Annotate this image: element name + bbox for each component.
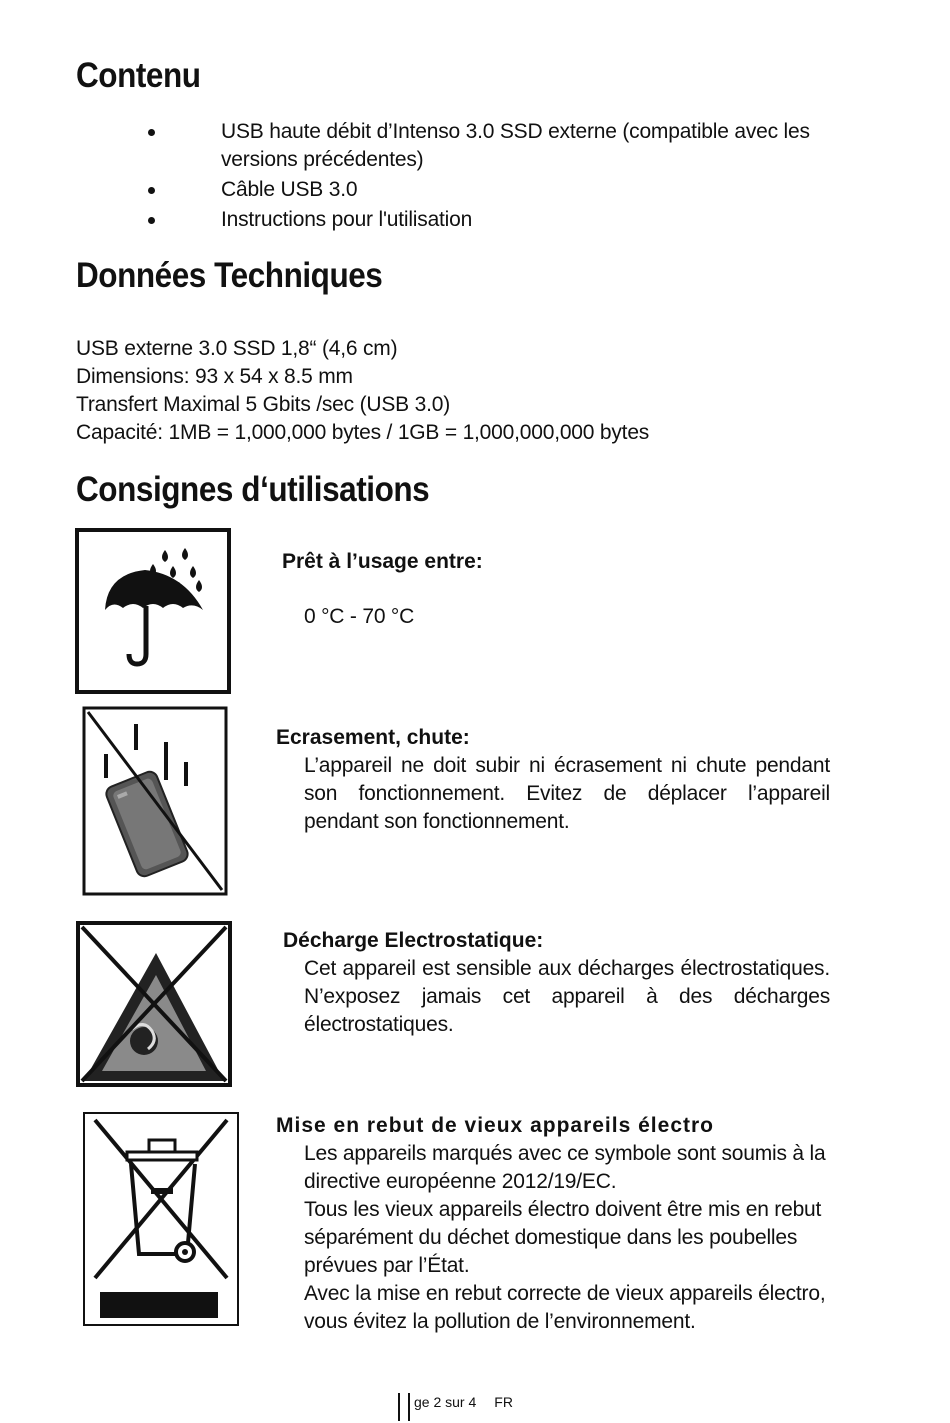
paragraph: Les appareils marqués avec ce symbole sont soumis à la directive européenne 2012/19/EC. <box>304 1142 826 1193</box>
heading-donnees-techniques: Données Techniques <box>76 256 383 295</box>
bullet-icon <box>148 217 155 224</box>
heading-contenu: Contenu <box>76 56 201 95</box>
spec-line: Transfert Maximal 5 Gbits /sec (USB 3.0) <box>76 393 450 416</box>
spec-line: Capacité: 1MB = 1,000,000 bytes / 1GB = 1,000,000,000 bytes <box>76 421 650 444</box>
umbrella-rain-icon <box>75 528 231 694</box>
disposal-title: Mise en rebut de vieux appareils électro <box>276 1114 714 1137</box>
esd-body: Cet appareil est sensible aux décharges électrostatiques. N’exposez jamais cet appareil à des décharges électrostatiques. <box>304 957 830 1036</box>
spec-line: Dimensions: 93 x 54 x 8.5 mm <box>76 365 353 388</box>
crossed-bin-icon <box>83 1112 239 1326</box>
spec-line: USB externe 3.0 SSD 1,8“ (4,6 cm) <box>76 337 398 360</box>
disposal-body <box>304 1140 844 1336</box>
paragraph: Avec la mise en rebut correcte de vieux appareils électro, vous évitez la pollution de l’environnement. <box>304 1282 826 1333</box>
heading-consignes: Consignes d‘utilisations <box>76 470 430 509</box>
bullet-icon <box>148 187 155 194</box>
contents-list <box>148 118 848 234</box>
list-item: Instructions pour l'utilisation <box>148 206 848 234</box>
temperature-range: 0 °C - 70 °C <box>304 605 415 628</box>
crash-body: L’appareil ne doit subir ni écrasement ni chute pendant son fonctionnement. Evitez de déplacer l’appareil pendant son fonctionnement. <box>304 754 830 833</box>
bullet-icon <box>148 129 155 136</box>
page-number: ge 2 sur 4 <box>414 1394 477 1410</box>
no-drop-icon <box>82 706 228 896</box>
page-marker-icon <box>398 1393 410 1421</box>
tech-specs <box>76 335 896 447</box>
list-item: USB haute débit d’Intenso 3.0 SSD externe (compatible avec les versions précédentes) <box>148 118 848 174</box>
paragraph: Tous les vieux appareils électro doivent être mis en rebut séparément du déchet domestique dans les poubelles prévues par l’État. <box>304 1198 822 1277</box>
esd-warning-icon <box>76 921 232 1087</box>
crash-title: Ecrasement, chute: <box>276 726 470 749</box>
page-footer <box>398 1393 513 1421</box>
esd-title: Décharge Electrostatique: <box>283 929 544 952</box>
list-item: Câble USB 3.0 <box>148 176 848 204</box>
temperature-title: Prêt à l’usage entre: <box>282 550 483 573</box>
language-label: FR <box>494 1394 513 1410</box>
